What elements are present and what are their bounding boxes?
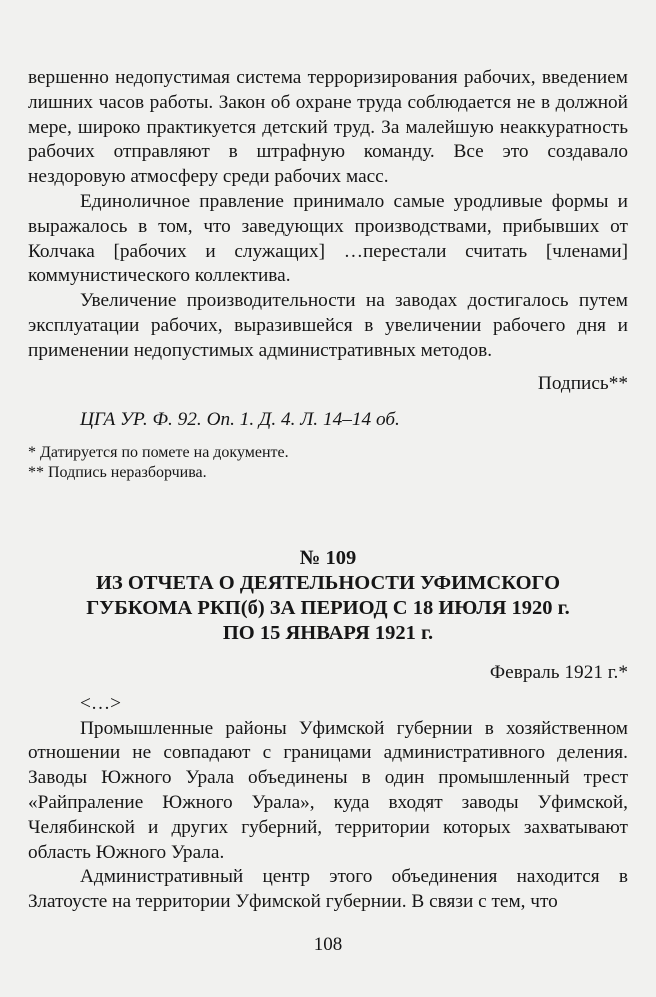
document-number: № 109 xyxy=(299,547,357,569)
paragraph-continuation: вершенно недопустимая система терроризирования рабочих, введением лишних часов работы. Закон об охране труда соблюдается не в должной мере, широко практикуется детский труд. За малейшую неаккуратность рабочих отправляют в штрафную команду. Все это создавало нездоровую атмосферу среди рабочих масс. xyxy=(28,67,628,188)
footnote-signature: ** Подпись неразборчива. xyxy=(28,464,207,482)
omission-mark: <…> xyxy=(80,692,122,714)
top-text-block xyxy=(28,66,628,483)
paragraph-administrative-center: Административный центр этого объединения находится в Златоусте на территории Уфимской губернии. В связи с тем, что xyxy=(28,866,628,913)
document-body xyxy=(28,661,628,915)
document-title-line-3: ПО 15 ЯНВАРЯ 1921 г. xyxy=(222,622,434,644)
document-title-line-1: ИЗ ОТЧЕТА О ДЕЯТЕЛЬНОСТИ УФИМСКОГО xyxy=(95,572,561,594)
document-title-line-2: ГУБКОМА РКП(б) ЗА ПЕРИОД С 18 ИЮЛЯ 1920 г. xyxy=(86,597,570,619)
signature: Подпись** xyxy=(537,372,628,394)
paragraph-productivity: Увеличение производительности на заводах достигалось путем эксплуатации рабочих, выразившейся в увеличении рабочего дня и применении недопустимых административных методов. xyxy=(28,290,628,361)
archive-reference: ЦГА УР. Ф. 92. Оп. 1. Д. 4. Л. 14–14 об. xyxy=(80,409,400,431)
page-number: 108 xyxy=(313,934,343,955)
paragraph-single-rule: Единоличное правление принимало самые уродливые формы и выражалось в том, что заведующих производствами, прибывших от Колчака [рабочих и служащих] …перестали считать [членами] коммунистического коллектива. xyxy=(28,190,628,287)
footnote-dating: * Датируется по помете на документе. xyxy=(28,444,289,462)
document-header xyxy=(28,546,628,646)
document-date: Февраль 1921 г.* xyxy=(489,662,628,683)
paragraph-industrial-districts: Промышленные районы Уфимской губернии в хозяйственном отношении не совпадают с границами административного деления. Заводы Южного Урала объединены в один промышленный трест «Райпраление Южного Урала», куда входят заводы Уфимской, Челябинской и других губерний, территории которых захватывают область Южного Урала. xyxy=(28,717,628,863)
